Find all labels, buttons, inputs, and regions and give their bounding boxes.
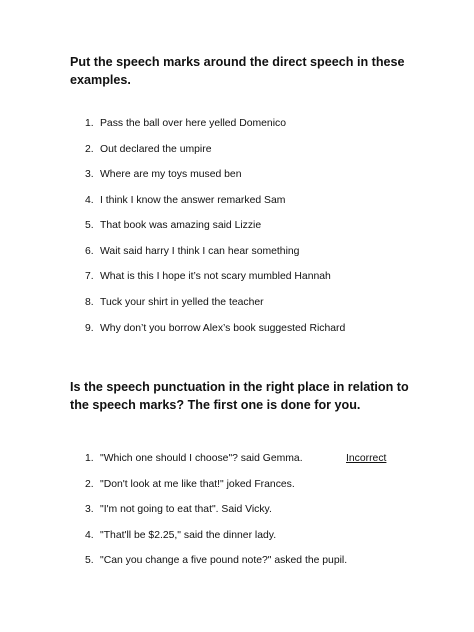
list-item <box>0 451 474 467</box>
item-number: 2. <box>85 479 94 490</box>
item-number: 3. <box>85 169 94 180</box>
list-item <box>0 477 474 493</box>
item-number: 9. <box>85 323 94 334</box>
item-text: Wait said harry I think I can hear something <box>100 246 300 257</box>
item-number: 1. <box>85 453 94 464</box>
item-number: 3. <box>85 504 94 515</box>
item-number: 6. <box>85 246 94 257</box>
item-number: 5. <box>85 555 94 566</box>
list-item <box>0 553 474 569</box>
item-number: 4. <box>85 530 94 541</box>
list-item <box>0 116 474 132</box>
item-text: What is this I hope it’s not scary mumbled Hannah <box>100 271 331 282</box>
list-item <box>0 295 474 311</box>
list-item <box>0 269 474 285</box>
list-item <box>0 502 474 518</box>
item-text: Tuck your shirt in yelled the teacher <box>100 297 264 308</box>
list-item <box>0 321 474 337</box>
list-item <box>0 528 474 544</box>
answer-label: Incorrect <box>346 453 387 464</box>
item-number: 2. <box>85 144 94 155</box>
item-text: "I'm not going to eat that". Said Vicky. <box>100 504 272 515</box>
item-number: 7. <box>85 271 94 282</box>
item-text: "Don't look at me like that!" joked Frances. <box>100 479 295 490</box>
item-text: Why don’t you borrow Alex’s book suggested Richard <box>100 323 346 334</box>
list-item <box>0 244 474 260</box>
item-number: 4. <box>85 195 94 206</box>
item-number: 8. <box>85 297 94 308</box>
item-text: "Which one should I choose"? said Gemma. <box>100 453 303 464</box>
item-number: 1. <box>85 118 94 129</box>
item-number: 5. <box>85 220 94 231</box>
list-item <box>0 167 474 183</box>
list-item <box>0 193 474 209</box>
item-text: Where are my toys mused ben <box>100 169 242 180</box>
item-text: "That'll be $2.25," said the dinner lady. <box>100 530 277 541</box>
item-text: Out declared the umpire <box>100 144 212 155</box>
list-item <box>0 218 474 234</box>
item-text: "Can you change a five pound note?" asked the pupil. <box>100 555 348 566</box>
item-text: Pass the ball over here yelled Domenico <box>100 118 286 129</box>
list-item <box>0 142 474 158</box>
item-text: That book was amazing said Lizzie <box>100 220 262 231</box>
section2-heading: Is the speech punctuation in the right place in relation to the speech marks? The first one is done for you. <box>70 380 409 412</box>
section1-heading: Put the speech marks around the direct speech in these examples. <box>70 55 405 87</box>
item-text: I think I know the answer remarked Sam <box>100 195 286 206</box>
